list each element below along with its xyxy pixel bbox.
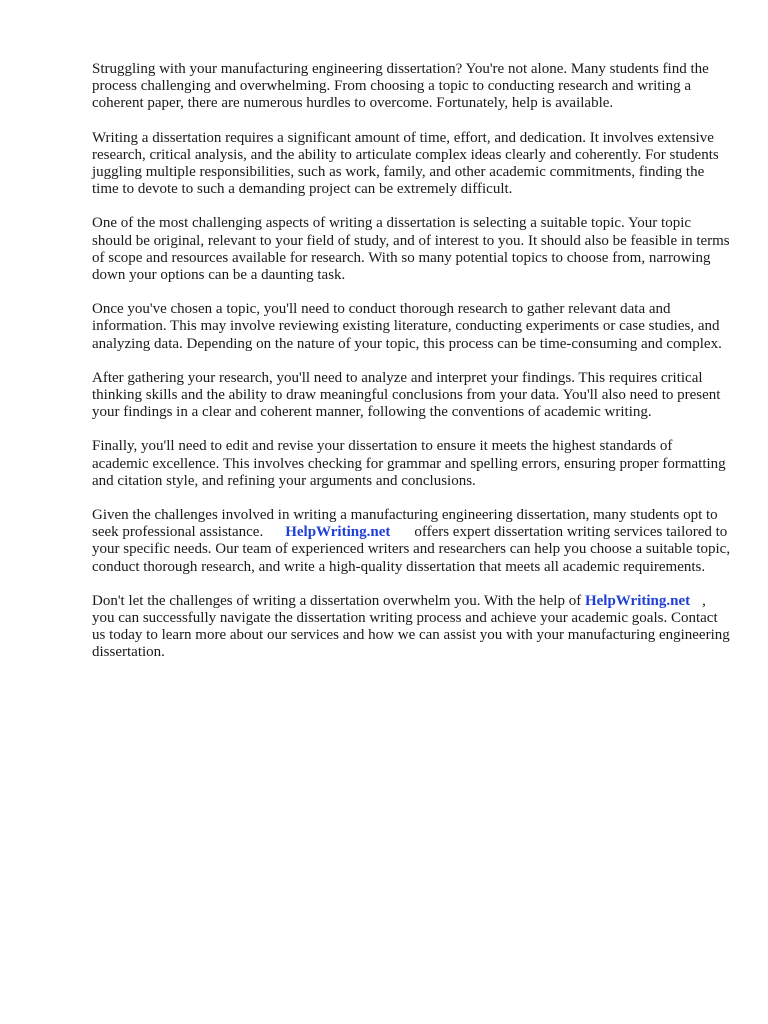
- paragraph-intro: Struggling with your manufacturing engineering dissertation? You're not alone. Many students find the process challenging and overwhelming. From choosing a topic to conducting research and writing a coherent paper, there are numerous hurdles to overcome. Fortunately, help is available.: [92, 61, 709, 112]
- document-body: [92, 61, 732, 679]
- assistance-text-before: Given the challenges involved in writing a manufacturing engineering dissertation, many students opt to seek professional assistance.: [92, 507, 718, 541]
- paragraph-topic-selection: One of the most challenging aspects of writing a dissertation is selecting a suitable topic. Your topic should be original, relevant to your field of study, and of interest to you. It should also be feasible in terms of scope and resources available for research. With so many potential topics to choose from, narrowing down your options can be a daunting task.: [92, 215, 730, 284]
- paragraph-time-effort: Writing a dissertation requires a significant amount of time, effort, and dedication. It involves extensive research, critical analysis, and the ability to articulate complex ideas clearly and coherently. For students juggling multiple responsibilities, such as work, family, and other academic commitments, finding the time to devote to such a demanding project can be extremely difficult.: [92, 129, 719, 198]
- paragraph-analysis: After gathering your research, you'll need to analyze and interpret your findings. This requires critical thinking skills and the ability to draw meaningful conclusions from your data. You'll also need to present your findings in a clear and coherent manner, following the conventions of academic writing.: [92, 369, 721, 421]
- paragraph-research: Once you've chosen a topic, you'll need to conduct thorough research to gather relevant data and information. This may involve reviewing existing literature, conducting experiments or case studies, and analyzing data. Depending on the nature of your topic, this process can be time-consuming and complex.: [92, 301, 722, 352]
- conclusion-text-after: , you can successfully navigate the dissertation writing process and achieve your academic goals. Contact us today to learn more about our services and how we can assist you with your manufacturing engineering dissertation.: [92, 592, 730, 661]
- assistance-text-after: offers expert dissertation writing services tailored to your specific needs. Our team of experienced writers and researchers can help you choose a suitable topic, conduct thorough research, and write a high-quality dissertation that meets all academic requirements.: [92, 524, 731, 575]
- helpwriting-link-2[interactable]: HelpWriting.net: [584, 592, 691, 609]
- paragraph-editing: Finally, you'll need to edit and revise your dissertation to ensure it meets the highest standards of academic excellence. This involves checking for grammar and spelling errors, ensuring proper formatting and citation style, and refining your arguments and conclusions.: [92, 438, 726, 489]
- conclusion-text-before: Don't let the challenges of writing a dissertation overwhelm you. With the help of: [92, 592, 582, 609]
- paragraph-assistance: [92, 507, 732, 576]
- helpwriting-link[interactable]: HelpWriting.net: [285, 524, 391, 541]
- paragraph-conclusion: [92, 593, 732, 662]
